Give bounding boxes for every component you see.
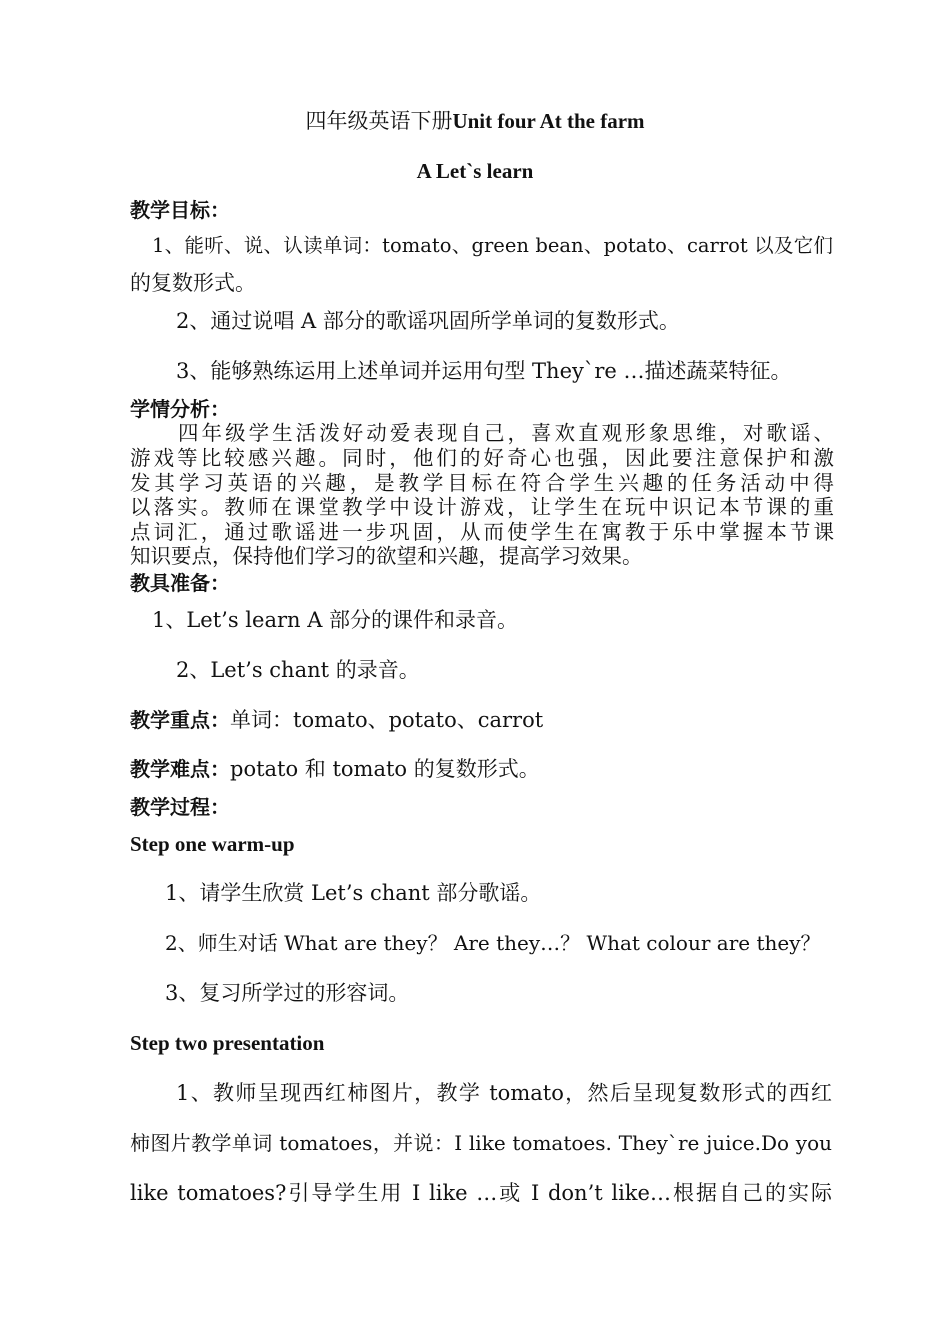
key-points bbox=[130, 707, 832, 733]
goal-item-2: 2、通过说唱 A 部分的歌谣巩固所学单词的复数形式。 bbox=[176, 309, 680, 333]
analysis-line-4: 以落实。教师在课堂教学中设计游戏，让学生在玩中识记本节课的重 bbox=[130, 495, 834, 519]
key-points-label: 教学重点： bbox=[130, 708, 230, 732]
step-two-line-2: 柿图片教学单词 tomatoes，并说：I like tomatoes. They`re juice.Do you bbox=[130, 1131, 832, 1155]
materials-item-2: 2、Let’s chant 的录音。 bbox=[176, 658, 420, 682]
step-one-title: Step one warm-up bbox=[130, 832, 295, 856]
difficult-points bbox=[130, 756, 832, 782]
step-one-item-1: 1、请学生欣赏 Let’s chant 部分歌谣。 bbox=[165, 881, 542, 905]
analysis-line-6: 知识要点，保持他们学习的欲望和兴趣，提高学习效果。 bbox=[130, 544, 643, 568]
step-one-item-3: 3、复习所学过的形容词。 bbox=[165, 981, 410, 1005]
difficult-points-text: potato 和 tomato 的复数形式。 bbox=[230, 757, 540, 781]
analysis-line-2: 游戏等比较感兴趣。同时，他们的好奇心也强，因此要注意保护和激 bbox=[130, 446, 834, 470]
title-unit: Unit four At the farm bbox=[452, 109, 645, 133]
title-prefix: 四年级英语下册 bbox=[305, 109, 453, 133]
step-two-line-1: 1、教师呈现西红柿图片，教学 tomato，然后呈现复数形式的西红 bbox=[176, 1081, 832, 1105]
document-subtitle: A Let`s learn bbox=[416, 159, 534, 183]
goal-item-3: 3、能够熟练运用上述单词并运用句型 They`re …描述蔬菜特征。 bbox=[176, 359, 792, 383]
goal-item-1-line-2: 的复数形式。 bbox=[130, 271, 256, 295]
analysis-heading: 学情分析： bbox=[130, 397, 230, 421]
analysis-line-5: 点词汇，通过歌谣进一步巩固，从而使学生在寓教于乐中掌握本节课 bbox=[130, 520, 834, 544]
process-heading: 教学过程： bbox=[130, 795, 230, 819]
step-two-title: Step two presentation bbox=[130, 1031, 325, 1055]
step-two-line-3: like tomatoes?引导学生用 I like …或 I don’t like…根据自己的实际 bbox=[130, 1181, 832, 1205]
step-one-item-2: 2、师生对话 What are they？ Are they…？ What colour are they？ bbox=[165, 931, 821, 955]
key-points-text: 单词：tomato、potato、carrot bbox=[230, 708, 544, 732]
document-title bbox=[0, 108, 950, 134]
goal-item-1-line-1: 1、能听、说、认读单词：tomato、green bean、potato、carrot 以及它们 bbox=[152, 234, 833, 257]
analysis-line-3: 发其学习英语的兴趣，是教学目标在符合学生兴趣的任务活动中得 bbox=[130, 471, 834, 495]
difficult-points-label: 教学难点： bbox=[130, 757, 230, 781]
materials-item-1: 1、Let’s learn A 部分的课件和录音。 bbox=[152, 608, 519, 632]
analysis-line-1: 四年级学生活泼好动爱表现自己，喜欢直观形象思维，对歌谣、 bbox=[178, 421, 834, 445]
materials-heading: 教具准备： bbox=[130, 571, 230, 595]
goals-heading: 教学目标： bbox=[130, 198, 230, 222]
